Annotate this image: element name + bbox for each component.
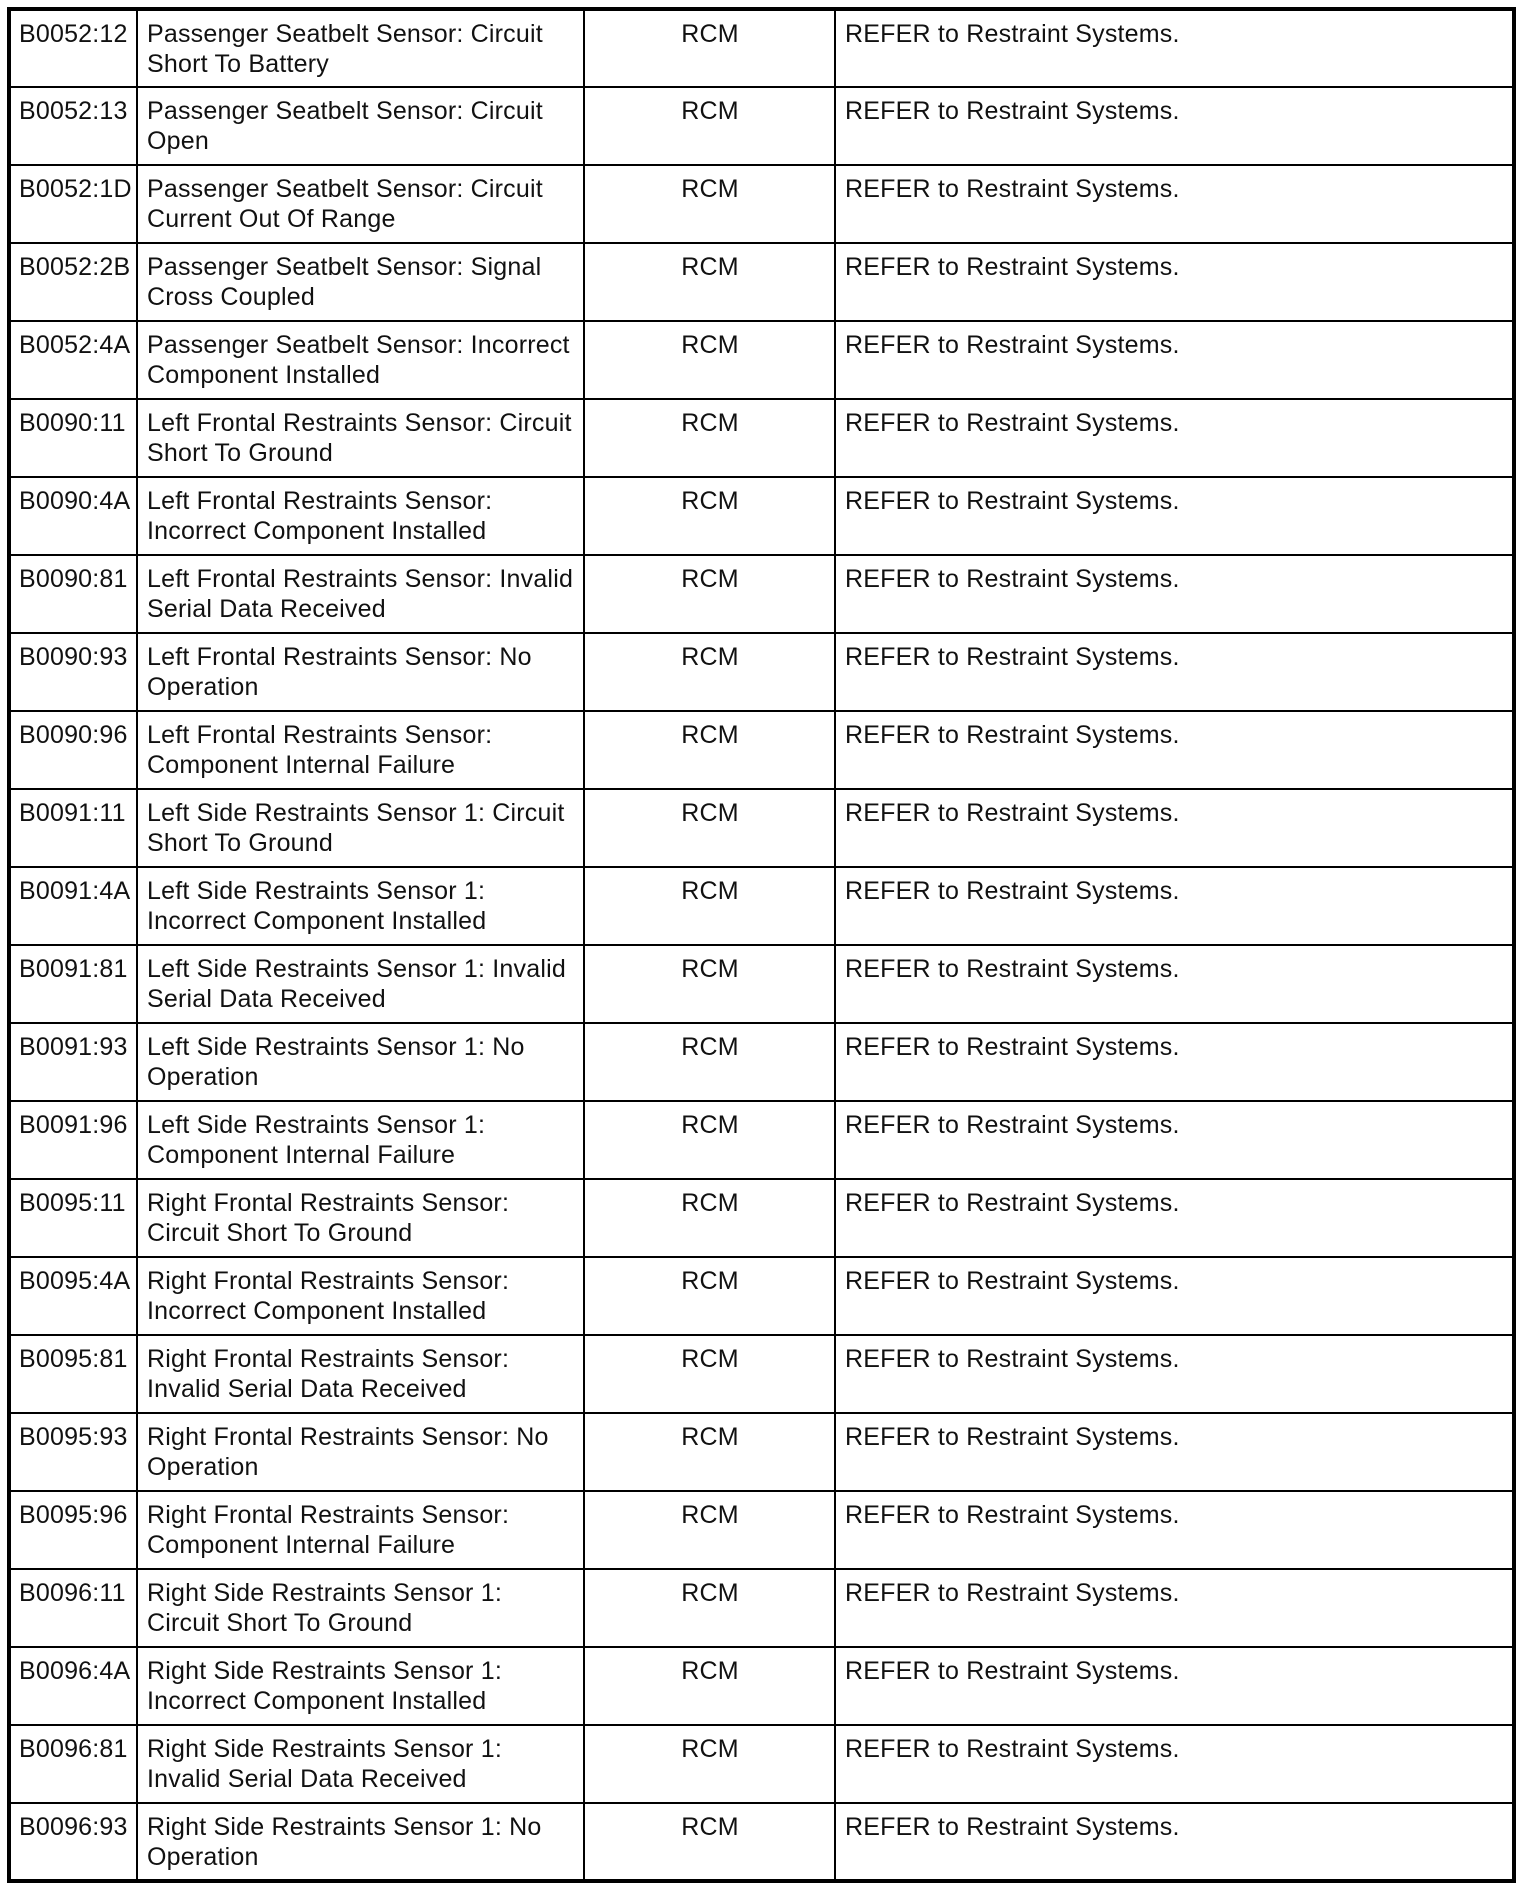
table-row [9, 1257, 1514, 1335]
action-cell: REFER to Restraint Systems. [835, 1023, 1514, 1101]
table-row [9, 1569, 1514, 1647]
action-cell: REFER to Restraint Systems. [835, 1257, 1514, 1335]
dtc-code-cell: B0091:96 [9, 1101, 137, 1179]
dtc-code-cell: B0052:13 [9, 87, 137, 165]
table-row [9, 1023, 1514, 1101]
dtc-code-cell: B0090:11 [9, 399, 137, 477]
dtc-description-cell: Right Side Restraints Sensor 1: Invalid Serial Data Received [137, 1725, 584, 1803]
action-cell: REFER to Restraint Systems. [835, 1491, 1514, 1569]
module-cell: RCM [584, 1569, 835, 1647]
table-row [9, 1413, 1514, 1491]
dtc-code-cell: B0095:11 [9, 1179, 137, 1257]
module-cell: RCM [584, 1257, 835, 1335]
table-row [9, 9, 1514, 87]
dtc-description-cell: Right Frontal Restraints Sensor: Invalid Serial Data Received [137, 1335, 584, 1413]
dtc-description-cell: Left Frontal Restraints Sensor: Component Internal Failure [137, 711, 584, 789]
dtc-description-cell: Left Side Restraints Sensor 1: Invalid Serial Data Received [137, 945, 584, 1023]
action-cell: REFER to Restraint Systems. [835, 867, 1514, 945]
action-cell: REFER to Restraint Systems. [835, 1647, 1514, 1725]
table-row [9, 87, 1514, 165]
dtc-code-cell: B0091:81 [9, 945, 137, 1023]
dtc-code-cell: B0091:93 [9, 1023, 137, 1101]
action-cell: REFER to Restraint Systems. [835, 243, 1514, 321]
module-cell: RCM [584, 1647, 835, 1725]
module-cell: RCM [584, 945, 835, 1023]
table-row [9, 243, 1514, 321]
table-row [9, 555, 1514, 633]
dtc-code-cell: B0096:81 [9, 1725, 137, 1803]
module-cell: RCM [584, 1803, 835, 1881]
action-cell: REFER to Restraint Systems. [835, 477, 1514, 555]
table-row [9, 1491, 1514, 1569]
module-cell: RCM [584, 9, 835, 87]
dtc-code-cell: B0052:1D [9, 165, 137, 243]
action-cell: REFER to Restraint Systems. [835, 1101, 1514, 1179]
action-cell: REFER to Restraint Systems. [835, 555, 1514, 633]
table-row [9, 477, 1514, 555]
module-cell: RCM [584, 165, 835, 243]
dtc-code-cell: B0095:96 [9, 1491, 137, 1569]
dtc-code-cell: B0052:4A [9, 321, 137, 399]
module-cell: RCM [584, 711, 835, 789]
dtc-code-cell: B0091:11 [9, 789, 137, 867]
dtc-description-cell: Left Side Restraints Sensor 1: No Operation [137, 1023, 584, 1101]
dtc-code-cell: B0095:81 [9, 1335, 137, 1413]
module-cell: RCM [584, 477, 835, 555]
dtc-description-cell: Right Side Restraints Sensor 1: No Operation [137, 1803, 584, 1881]
dtc-description-cell: Left Frontal Restraints Sensor: Invalid Serial Data Received [137, 555, 584, 633]
dtc-code-cell: B0052:12 [9, 9, 137, 87]
module-cell: RCM [584, 1023, 835, 1101]
table-row [9, 1179, 1514, 1257]
action-cell: REFER to Restraint Systems. [835, 9, 1514, 87]
module-cell: RCM [584, 1179, 835, 1257]
action-cell: REFER to Restraint Systems. [835, 711, 1514, 789]
dtc-code-cell: B0090:96 [9, 711, 137, 789]
module-cell: RCM [584, 1101, 835, 1179]
dtc-description-cell: Passenger Seatbelt Sensor: Signal Cross Coupled [137, 243, 584, 321]
table-row [9, 1803, 1514, 1881]
table-row [9, 321, 1514, 399]
dtc-description-cell: Left Side Restraints Sensor 1: Component Internal Failure [137, 1101, 584, 1179]
dtc-description-cell: Left Side Restraints Sensor 1: Circuit Short To Ground [137, 789, 584, 867]
dtc-description-cell: Right Frontal Restraints Sensor: No Operation [137, 1413, 584, 1491]
action-cell: REFER to Restraint Systems. [835, 399, 1514, 477]
table-row [9, 399, 1514, 477]
dtc-description-cell: Passenger Seatbelt Sensor: Circuit Current Out Of Range [137, 165, 584, 243]
dtc-code-cell: B0090:4A [9, 477, 137, 555]
dtc-code-cell: B0090:93 [9, 633, 137, 711]
action-cell: REFER to Restraint Systems. [835, 1803, 1514, 1881]
module-cell: RCM [584, 1491, 835, 1569]
action-cell: REFER to Restraint Systems. [835, 321, 1514, 399]
module-cell: RCM [584, 555, 835, 633]
dtc-description-cell: Left Frontal Restraints Sensor: Incorrect Component Installed [137, 477, 584, 555]
action-cell: REFER to Restraint Systems. [835, 789, 1514, 867]
table-row [9, 1335, 1514, 1413]
dtc-description-cell: Passenger Seatbelt Sensor: Circuit Short To Battery [137, 9, 584, 87]
table-row [9, 789, 1514, 867]
module-cell: RCM [584, 243, 835, 321]
action-cell: REFER to Restraint Systems. [835, 1179, 1514, 1257]
table-row [9, 633, 1514, 711]
action-cell: REFER to Restraint Systems. [835, 87, 1514, 165]
dtc-description-cell: Right Frontal Restraints Sensor: Circuit Short To Ground [137, 1179, 584, 1257]
dtc-code-cell: B0096:4A [9, 1647, 137, 1725]
dtc-code-cell: B0090:81 [9, 555, 137, 633]
action-cell: REFER to Restraint Systems. [835, 945, 1514, 1023]
action-cell: REFER to Restraint Systems. [835, 1335, 1514, 1413]
dtc-description-cell: Left Frontal Restraints Sensor: Circuit Short To Ground [137, 399, 584, 477]
table-row [9, 1725, 1514, 1803]
dtc-code-cell: B0095:4A [9, 1257, 137, 1335]
dtc-code-cell: B0091:4A [9, 867, 137, 945]
action-cell: REFER to Restraint Systems. [835, 1413, 1514, 1491]
module-cell: RCM [584, 1413, 835, 1491]
action-cell: REFER to Restraint Systems. [835, 1725, 1514, 1803]
module-cell: RCM [584, 789, 835, 867]
table-row [9, 1647, 1514, 1725]
table-row [9, 711, 1514, 789]
table-row [9, 867, 1514, 945]
module-cell: RCM [584, 1725, 835, 1803]
dtc-code-cell: B0095:93 [9, 1413, 137, 1491]
dtc-description-cell: Left Frontal Restraints Sensor: No Operation [137, 633, 584, 711]
module-cell: RCM [584, 867, 835, 945]
module-cell: RCM [584, 1335, 835, 1413]
dtc-description-cell: Passenger Seatbelt Sensor: Circuit Open [137, 87, 584, 165]
table-row [9, 945, 1514, 1023]
module-cell: RCM [584, 321, 835, 399]
action-cell: REFER to Restraint Systems. [835, 1569, 1514, 1647]
dtc-description-cell: Passenger Seatbelt Sensor: Incorrect Component Installed [137, 321, 584, 399]
dtc-code-cell: B0096:11 [9, 1569, 137, 1647]
module-cell: RCM [584, 633, 835, 711]
dtc-code-cell: B0096:93 [9, 1803, 137, 1881]
dtc-description-cell: Left Side Restraints Sensor 1: Incorrect Component Installed [137, 867, 584, 945]
dtc-code-cell: B0052:2B [9, 243, 137, 321]
module-cell: RCM [584, 87, 835, 165]
table-row [9, 165, 1514, 243]
action-cell: REFER to Restraint Systems. [835, 633, 1514, 711]
dtc-description-cell: Right Side Restraints Sensor 1: Circuit Short To Ground [137, 1569, 584, 1647]
action-cell: REFER to Restraint Systems. [835, 165, 1514, 243]
dtc-description-cell: Right Frontal Restraints Sensor: Component Internal Failure [137, 1491, 584, 1569]
dtc-description-cell: Right Side Restraints Sensor 1: Incorrect Component Installed [137, 1647, 584, 1725]
dtc-description-cell: Right Frontal Restraints Sensor: Incorrect Component Installed [137, 1257, 584, 1335]
table-row [9, 1101, 1514, 1179]
dtc-table [7, 7, 1516, 1883]
module-cell: RCM [584, 399, 835, 477]
